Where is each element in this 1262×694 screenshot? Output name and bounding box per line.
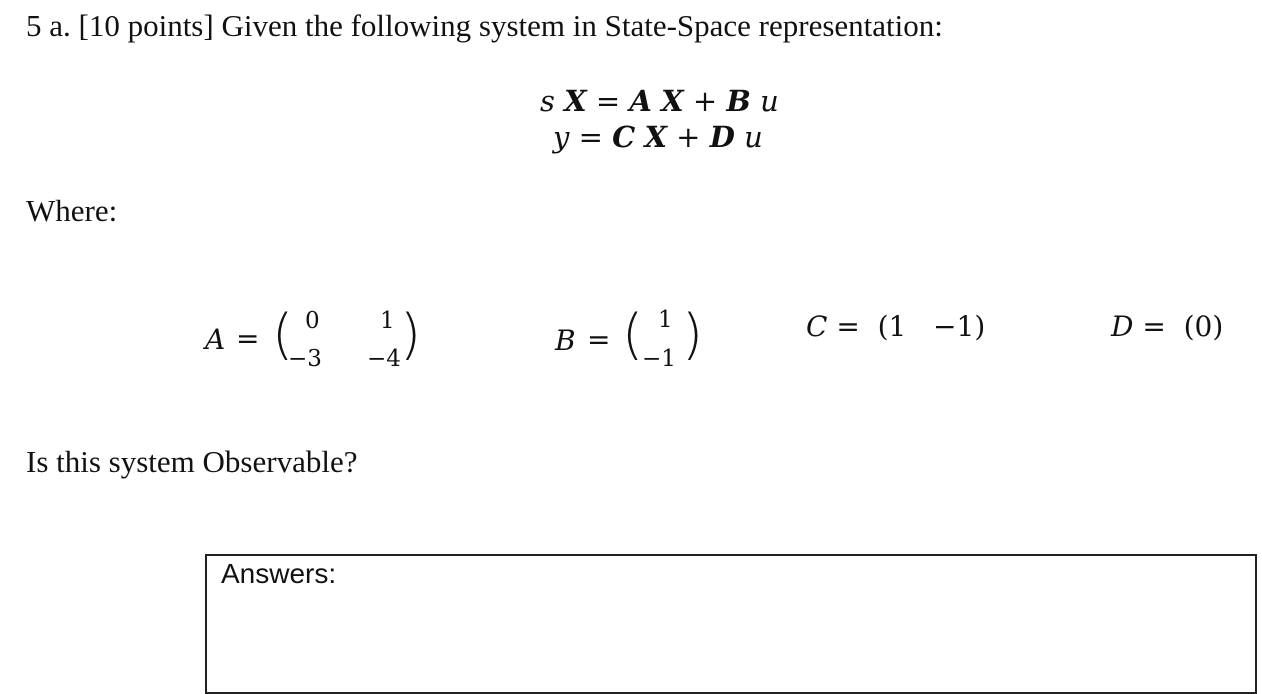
eq1-x2: X: [661, 84, 684, 118]
eq2-u: u: [744, 120, 763, 154]
eq2-plus: +: [666, 120, 710, 154]
eq2-c: C: [612, 120, 636, 154]
output-equation: [553, 120, 763, 154]
matrix-c-value: = (1 −1): [827, 310, 986, 343]
matrix-a-r2c1: −3: [288, 346, 322, 372]
matrix-b-r2: −1: [642, 346, 676, 372]
eq2-y: y: [553, 120, 570, 154]
eq1-u: u: [760, 84, 779, 118]
matrix-b-left-paren: (: [622, 303, 644, 366]
matrix-b-label: B: [555, 324, 576, 357]
matrix-a-label: A: [205, 323, 226, 356]
answer-label: Answers:: [221, 558, 337, 589]
question-header: 5 a. [10 points] Given the following system in State-Space representation:: [26, 8, 943, 43]
state-equation: [540, 84, 779, 118]
matrix-c: [806, 310, 985, 343]
eq1-x1: X: [564, 84, 587, 118]
matrix-d-label: D: [1111, 310, 1134, 343]
question-prompt: Is this system Observable?: [26, 444, 358, 479]
matrix-a-left-paren: (: [272, 303, 294, 366]
eq1-plus: +: [683, 84, 727, 118]
matrix-d-value: = (0): [1133, 310, 1224, 343]
eq2-equals: =: [569, 120, 613, 154]
matrix-a-r1c2: 1: [380, 308, 395, 334]
matrix-b-equals: =: [587, 323, 611, 356]
matrix-b-right-paren: ): [682, 303, 704, 366]
where-label: Where:: [26, 193, 118, 228]
matrix-b-r1: 1: [658, 307, 673, 333]
matrix-a-r2c2: −4: [367, 346, 401, 372]
eq1-a: A: [629, 84, 652, 118]
eq2-d: D: [709, 120, 735, 154]
matrix-a-equals: =: [236, 322, 260, 355]
matrix-d: [1111, 310, 1223, 343]
eq1-equals: =: [586, 84, 630, 118]
eq1-s: s: [540, 84, 555, 118]
eq2-x: X: [644, 120, 667, 154]
matrix-c-label: C: [806, 310, 828, 343]
matrix-a-right-paren: ): [400, 303, 422, 366]
answer-box[interactable]: [205, 554, 1257, 694]
matrix-a-r1c1: 0: [305, 308, 320, 334]
eq1-b: B: [726, 84, 751, 118]
